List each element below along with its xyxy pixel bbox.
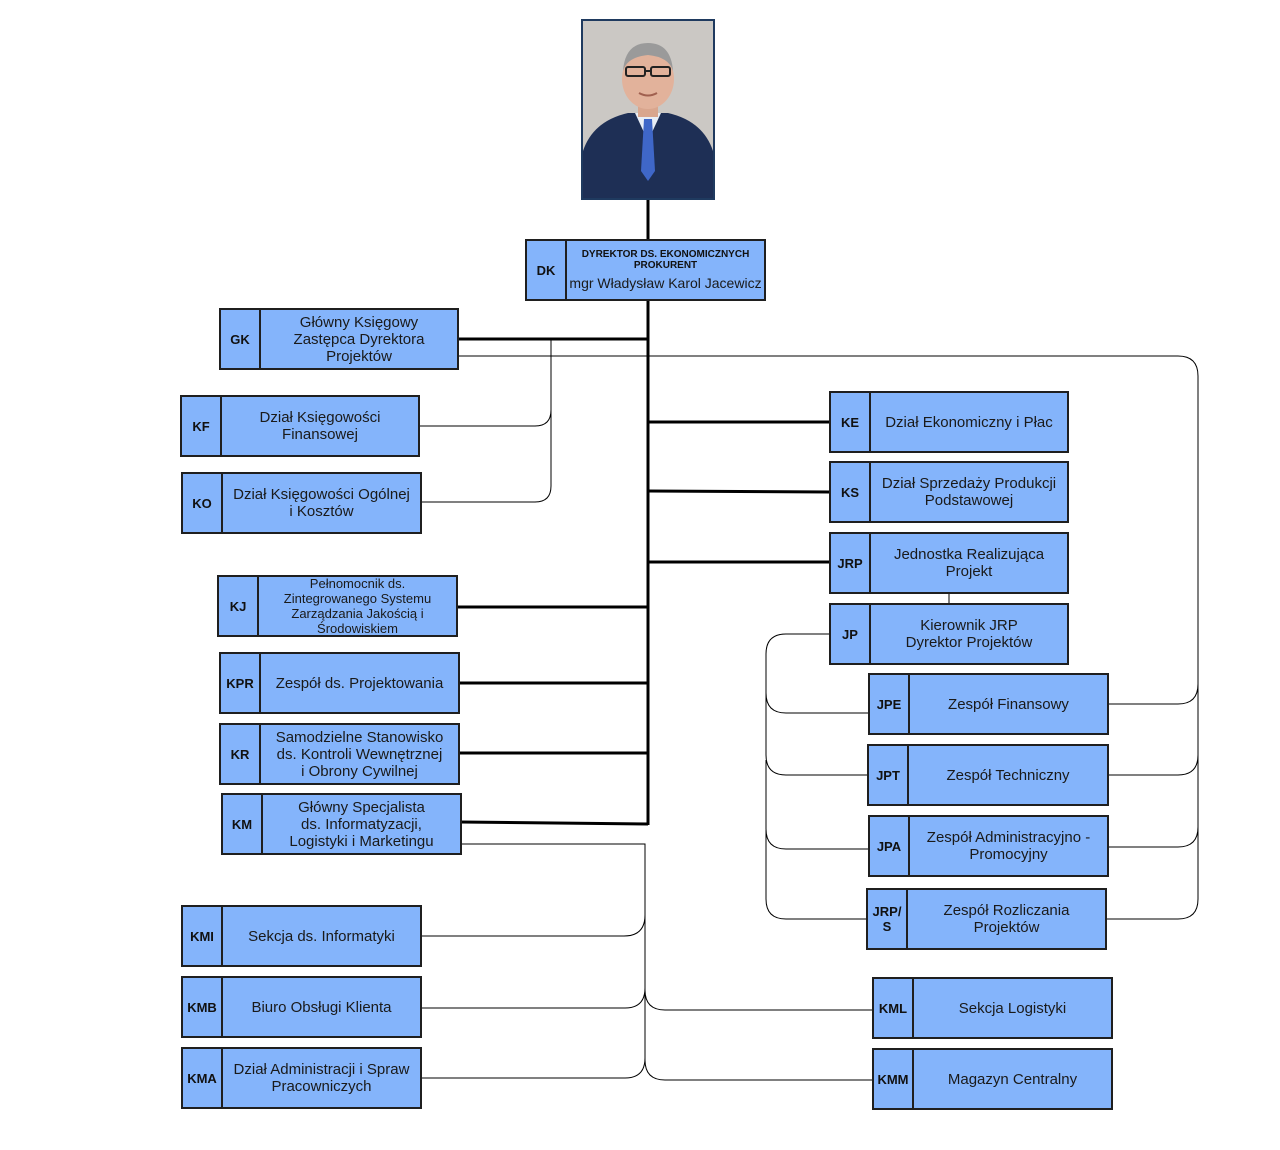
unit-kj-code: KJ (219, 577, 259, 635)
unit-jpe-label: Zespół Finansowy (948, 695, 1069, 713)
unit-jrps-code: JRP/ S (868, 890, 908, 948)
unit-ks-code: KS (831, 463, 871, 521)
unit-jrps[interactable] (866, 888, 1107, 950)
unit-jpt-code: JPT (869, 746, 909, 804)
unit-kpr-label: Zespół ds. Projektowania (275, 674, 444, 692)
unit-kmb[interactable] (181, 976, 422, 1038)
unit-kml-label: Sekcja Logistyki (958, 999, 1067, 1017)
unit-jp-label: Kierownik JRP Dyrektor Projektów (905, 617, 1033, 651)
unit-kma-label: Dział Administracji i Spraw Pracowniczych (233, 1061, 410, 1095)
unit-jpa-label: Zespół Administracyjno - Promocyjny (926, 829, 1091, 863)
unit-kr[interactable] (219, 723, 460, 785)
unit-jpa[interactable] (868, 815, 1109, 877)
unit-kml[interactable] (872, 977, 1113, 1039)
director-photo (581, 19, 715, 200)
unit-ko-label: Dział Księgowości Ogólnej i Kosztów (233, 486, 410, 520)
unit-jrps-label: Zespół Rozliczania Projektów (943, 902, 1070, 936)
unit-ko[interactable] (181, 472, 422, 534)
unit-jrp-code: JRP (831, 534, 871, 592)
unit-kmm-label: Magazyn Centralny (947, 1070, 1078, 1088)
unit-jpa-code: JPA (870, 817, 910, 875)
unit-gk[interactable] (219, 308, 459, 370)
director-box[interactable] (525, 239, 766, 301)
unit-jpt[interactable] (867, 744, 1109, 806)
unit-kj-label: Pełnomocnik ds. Zintegrowanego Systemu Zarządzania Jakością i Środowiskiem (283, 576, 432, 636)
unit-ko-code: KO (183, 474, 223, 532)
unit-kmi-code: KMI (183, 907, 223, 965)
unit-jrp-label: Jednostka Realizująca Projekt (893, 546, 1045, 580)
unit-jpe[interactable] (868, 673, 1109, 735)
unit-jpe-code: JPE (870, 675, 910, 733)
unit-kmb-label: Biuro Obsługi Klienta (251, 998, 392, 1016)
unit-kmm[interactable] (872, 1048, 1113, 1110)
unit-kpr[interactable] (219, 652, 460, 714)
unit-ke-label: Dział Ekonomiczny i Płac (885, 413, 1053, 431)
director-title-line1: DYREKTOR DS. EKONOMICZNYCH (581, 248, 750, 260)
unit-gk-code: GK (221, 310, 261, 368)
unit-kf[interactable] (180, 395, 420, 457)
director-name: mgr Władysław Karol Jacewicz (569, 274, 762, 291)
unit-kr-label: Samodzielne Stanowisko ds. Kontroli Wewnętrznej i Obrony Cywilnej (275, 728, 444, 780)
portrait-image (583, 21, 713, 198)
unit-kpr-code: KPR (221, 654, 261, 712)
unit-ke-code: KE (831, 393, 871, 451)
unit-kmi[interactable] (181, 905, 422, 967)
unit-ks[interactable] (829, 461, 1069, 523)
unit-kf-code: KF (182, 397, 222, 455)
director-text (567, 241, 764, 299)
unit-kr-code: KR (221, 725, 261, 783)
unit-km-code: KM (223, 795, 263, 853)
unit-ks-label: Dział Sprzedaży Produkcji Podstawowej (881, 475, 1057, 509)
unit-kmb-code: KMB (183, 978, 223, 1036)
unit-kmm-code: KMM (874, 1050, 914, 1108)
unit-kma-code: KMA (183, 1049, 223, 1107)
director-code: DK (527, 241, 567, 299)
unit-km-label: Główny Specjalista ds. Informatyzacji, Logistyki i Marketingu (289, 798, 434, 850)
unit-gk-label: Główny Księgowy Zastępca Dyrektora Projektów (293, 313, 425, 365)
unit-kf-label: Dział Księgowości Finansowej (259, 409, 381, 443)
unit-kml-code: KML (874, 979, 914, 1037)
director-title-line2: PROKURENT (633, 259, 698, 271)
unit-ke[interactable] (829, 391, 1069, 453)
unit-jp[interactable] (829, 603, 1069, 665)
unit-km[interactable] (221, 793, 462, 855)
unit-kj[interactable] (217, 575, 458, 637)
unit-kma[interactable] (181, 1047, 422, 1109)
unit-jrp[interactable] (829, 532, 1069, 594)
unit-jpt-label: Zespół Techniczny (946, 766, 1070, 784)
unit-kmi-label: Sekcja ds. Informatyki (248, 927, 395, 945)
unit-jp-code: JP (831, 605, 871, 663)
